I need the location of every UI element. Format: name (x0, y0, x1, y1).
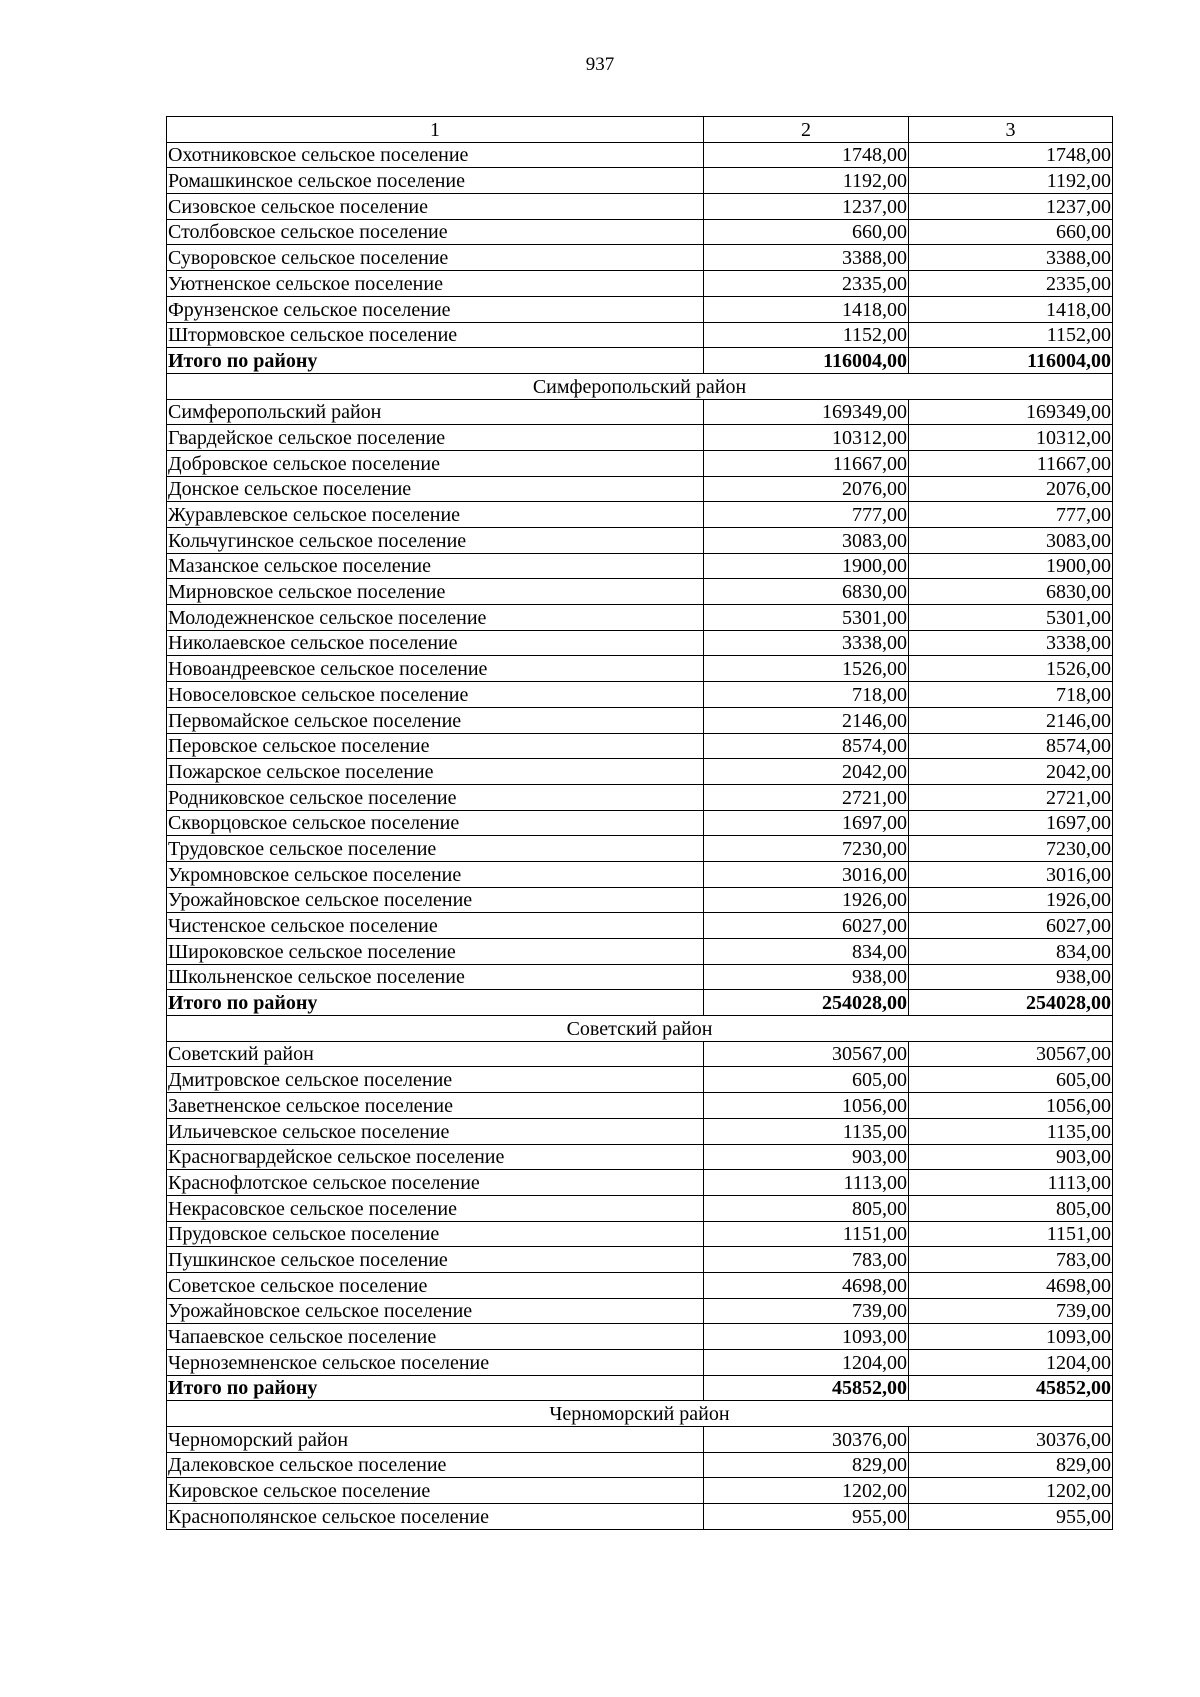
column-3-value-cell: 739,00 (909, 1298, 1113, 1324)
column-3-value-cell: 1113,00 (909, 1170, 1113, 1196)
column-3-value-cell: 1697,00 (909, 810, 1113, 836)
column-2-value-cell: 783,00 (704, 1247, 909, 1273)
table-row (167, 1067, 1113, 1093)
settlement-name-cell: Суворовское сельское поселение (167, 245, 704, 271)
settlement-name-cell: Скворцовское сельское поселение (167, 810, 704, 836)
column-3-value-cell: 1056,00 (909, 1093, 1113, 1119)
table-row (167, 759, 1113, 785)
column-3-value-cell: 6830,00 (909, 579, 1113, 605)
table-row (167, 964, 1113, 990)
column-3-value-cell: 1237,00 (909, 194, 1113, 220)
settlement-name-cell: Чистенское сельское поселение (167, 913, 704, 939)
settlement-name-cell: Советский район (167, 1041, 704, 1067)
settlement-name-cell: Добровское сельское поселение (167, 450, 704, 476)
table-row (167, 476, 1113, 502)
column-2-value-cell: 1152,00 (704, 322, 909, 348)
section-header-row (167, 1016, 1113, 1042)
settlement-name-cell: Трудовское сельское поселение (167, 836, 704, 862)
table-row (167, 168, 1113, 194)
column-2-value-cell: 2721,00 (704, 784, 909, 810)
header-cell-3: 3 (909, 117, 1113, 143)
column-3-value-cell: 6027,00 (909, 913, 1113, 939)
column-2-value-cell: 777,00 (704, 502, 909, 528)
settlement-name-cell: Далековское сельское поселение (167, 1452, 704, 1478)
column-2-value-cell: 2042,00 (704, 759, 909, 785)
column-3-value-cell: 1202,00 (909, 1478, 1113, 1504)
table-row (167, 1478, 1113, 1504)
table-row (167, 399, 1113, 425)
settlement-name-cell: Мазанское сельское поселение (167, 553, 704, 579)
settlement-name-cell: Молодежненское сельское поселение (167, 605, 704, 631)
column-3-value-cell: 169349,00 (909, 399, 1113, 425)
table-row (167, 1041, 1113, 1067)
settlement-name-cell: Симферопольский район (167, 399, 704, 425)
column-2-value-cell: 5301,00 (704, 605, 909, 631)
column-3-value-cell: 5301,00 (909, 605, 1113, 631)
settlement-name-cell: Новоандреевское сельское поселение (167, 656, 704, 682)
section-title: Черноморский район (167, 1401, 1113, 1427)
settlement-name-cell: Краснополянское сельское поселение (167, 1504, 704, 1530)
table-row (167, 528, 1113, 554)
settlement-name-cell: Перовское сельское поселение (167, 733, 704, 759)
column-2-value-cell: 11667,00 (704, 450, 909, 476)
total-label-cell: Итого по району (167, 990, 704, 1016)
settlement-name-cell: Фрунзенское сельское поселение (167, 296, 704, 322)
column-2-value-cell: 3388,00 (704, 245, 909, 271)
column-3-value-cell: 718,00 (909, 682, 1113, 708)
column-2-value-cell: 30376,00 (704, 1427, 909, 1453)
budget-table (166, 116, 1113, 1530)
table-row (167, 245, 1113, 271)
table-body (167, 117, 1113, 1530)
settlement-name-cell: Родниковское сельское поселение (167, 784, 704, 810)
table-row (167, 553, 1113, 579)
column-2-value-cell: 1697,00 (704, 810, 909, 836)
column-3-value-cell: 30567,00 (909, 1041, 1113, 1067)
settlement-name-cell: Ромашкинское сельское поселение (167, 168, 704, 194)
table-row (167, 630, 1113, 656)
column-2-value-cell: 10312,00 (704, 425, 909, 451)
column-3-value-cell: 11667,00 (909, 450, 1113, 476)
settlement-name-cell: Сизовское сельское поселение (167, 194, 704, 220)
column-3-value-cell: 116004,00 (909, 348, 1113, 374)
column-3-value-cell: 1526,00 (909, 656, 1113, 682)
column-number-header (167, 117, 1113, 143)
column-3-value-cell: 805,00 (909, 1195, 1113, 1221)
table-row (167, 1221, 1113, 1247)
column-2-value-cell: 2146,00 (704, 707, 909, 733)
column-2-value-cell: 45852,00 (704, 1375, 909, 1401)
header-cell-1: 1 (167, 117, 704, 143)
column-2-value-cell: 3016,00 (704, 861, 909, 887)
column-2-value-cell: 1202,00 (704, 1478, 909, 1504)
column-3-value-cell: 605,00 (909, 1067, 1113, 1093)
column-3-value-cell: 30376,00 (909, 1427, 1113, 1453)
column-3-value-cell: 2042,00 (909, 759, 1113, 785)
settlement-name-cell: Мирновское сельское поселение (167, 579, 704, 605)
table-row (167, 1272, 1113, 1298)
table-row (167, 142, 1113, 168)
column-3-value-cell: 1093,00 (909, 1324, 1113, 1350)
settlement-name-cell: Дмитровское сельское поселение (167, 1067, 704, 1093)
table-row (167, 1195, 1113, 1221)
column-3-value-cell: 4698,00 (909, 1272, 1113, 1298)
table-row (167, 1247, 1113, 1273)
column-2-value-cell: 8574,00 (704, 733, 909, 759)
table-row (167, 1298, 1113, 1324)
column-2-value-cell: 1526,00 (704, 656, 909, 682)
table-row (167, 656, 1113, 682)
settlement-name-cell: Столбовское сельское поселение (167, 219, 704, 245)
column-3-value-cell: 1192,00 (909, 168, 1113, 194)
settlement-name-cell: Некрасовское сельское поселение (167, 1195, 704, 1221)
column-3-value-cell: 3016,00 (909, 861, 1113, 887)
column-2-value-cell: 903,00 (704, 1144, 909, 1170)
settlement-name-cell: Ильичевское сельское поселение (167, 1118, 704, 1144)
column-2-value-cell: 1926,00 (704, 887, 909, 913)
district-total-row (167, 1375, 1113, 1401)
settlement-name-cell: Пушкинское сельское поселение (167, 1247, 704, 1273)
column-3-value-cell: 2076,00 (909, 476, 1113, 502)
column-3-value-cell: 1418,00 (909, 296, 1113, 322)
settlement-name-cell: Советское сельское поселение (167, 1272, 704, 1298)
settlement-name-cell: Заветненское сельское поселение (167, 1093, 704, 1119)
settlement-name-cell: Первомайское сельское поселение (167, 707, 704, 733)
column-3-value-cell: 777,00 (909, 502, 1113, 528)
column-2-value-cell: 2335,00 (704, 271, 909, 297)
section-header-row (167, 1401, 1113, 1427)
settlement-name-cell: Уютненское сельское поселение (167, 271, 704, 297)
page-number: 937 (585, 54, 615, 75)
column-2-value-cell: 6027,00 (704, 913, 909, 939)
table-row (167, 1324, 1113, 1350)
column-3-value-cell: 1926,00 (909, 887, 1113, 913)
table-row (167, 1093, 1113, 1119)
column-2-value-cell: 829,00 (704, 1452, 909, 1478)
settlement-name-cell: Донское сельское поселение (167, 476, 704, 502)
header-cell-2: 2 (704, 117, 909, 143)
settlement-name-cell: Черноземненское сельское поселение (167, 1350, 704, 1376)
column-2-value-cell: 605,00 (704, 1067, 909, 1093)
column-2-value-cell: 739,00 (704, 1298, 909, 1324)
district-total-row (167, 348, 1113, 374)
column-3-value-cell: 10312,00 (909, 425, 1113, 451)
column-3-value-cell: 254028,00 (909, 990, 1113, 1016)
column-2-value-cell: 805,00 (704, 1195, 909, 1221)
settlement-name-cell: Новоселовское сельское поселение (167, 682, 704, 708)
settlement-name-cell: Штормовское сельское поселение (167, 322, 704, 348)
column-3-value-cell: 955,00 (909, 1504, 1113, 1530)
table-row (167, 1170, 1113, 1196)
column-3-value-cell: 8574,00 (909, 733, 1113, 759)
table-row (167, 1504, 1113, 1530)
column-3-value-cell: 829,00 (909, 1452, 1113, 1478)
total-label-cell: Итого по району (167, 348, 704, 374)
column-2-value-cell: 834,00 (704, 939, 909, 965)
table-row (167, 1452, 1113, 1478)
column-3-value-cell: 45852,00 (909, 1375, 1113, 1401)
settlement-name-cell: Красногвардейское сельское поселение (167, 1144, 704, 1170)
column-2-value-cell: 718,00 (704, 682, 909, 708)
column-3-value-cell: 1135,00 (909, 1118, 1113, 1144)
settlement-name-cell: Краснофлотское сельское поселение (167, 1170, 704, 1196)
column-2-value-cell: 1113,00 (704, 1170, 909, 1196)
settlement-name-cell: Кировское сельское поселение (167, 1478, 704, 1504)
column-2-value-cell: 660,00 (704, 219, 909, 245)
table-row (167, 1144, 1113, 1170)
column-3-value-cell: 660,00 (909, 219, 1113, 245)
column-2-value-cell: 169349,00 (704, 399, 909, 425)
section-title: Советский район (167, 1016, 1113, 1042)
column-2-value-cell: 3338,00 (704, 630, 909, 656)
column-2-value-cell: 955,00 (704, 1504, 909, 1530)
table-row (167, 707, 1113, 733)
table-row (167, 861, 1113, 887)
column-3-value-cell: 834,00 (909, 939, 1113, 965)
section-title: Симферопольский район (167, 373, 1113, 399)
table-row (167, 810, 1113, 836)
column-2-value-cell: 1192,00 (704, 168, 909, 194)
table-row (167, 450, 1113, 476)
column-2-value-cell: 1237,00 (704, 194, 909, 220)
column-2-value-cell: 254028,00 (704, 990, 909, 1016)
column-2-value-cell: 30567,00 (704, 1041, 909, 1067)
table-row (167, 1427, 1113, 1453)
column-2-value-cell: 1093,00 (704, 1324, 909, 1350)
column-3-value-cell: 1748,00 (909, 142, 1113, 168)
settlement-name-cell: Охотниковское сельское поселение (167, 142, 704, 168)
table-row (167, 219, 1113, 245)
settlement-name-cell: Кольчугинское сельское поселение (167, 528, 704, 554)
table-row (167, 1118, 1113, 1144)
table-row (167, 913, 1113, 939)
settlement-name-cell: Пожарское сельское поселение (167, 759, 704, 785)
column-3-value-cell: 1900,00 (909, 553, 1113, 579)
column-2-value-cell: 6830,00 (704, 579, 909, 605)
column-2-value-cell: 7230,00 (704, 836, 909, 862)
settlement-name-cell: Прудовское сельское поселение (167, 1221, 704, 1247)
column-2-value-cell: 1418,00 (704, 296, 909, 322)
column-3-value-cell: 2146,00 (909, 707, 1113, 733)
column-3-value-cell: 2335,00 (909, 271, 1113, 297)
settlement-name-cell: Гвардейское сельское поселение (167, 425, 704, 451)
column-2-value-cell: 3083,00 (704, 528, 909, 554)
settlement-name-cell: Черноморский район (167, 1427, 704, 1453)
settlement-name-cell: Чапаевское сельское поселение (167, 1324, 704, 1350)
settlement-name-cell: Николаевское сельское поселение (167, 630, 704, 656)
settlement-name-cell: Укромновское сельское поселение (167, 861, 704, 887)
column-3-value-cell: 783,00 (909, 1247, 1113, 1273)
column-3-value-cell: 938,00 (909, 964, 1113, 990)
column-3-value-cell: 3338,00 (909, 630, 1113, 656)
total-label-cell: Итого по району (167, 1375, 704, 1401)
table-row (167, 939, 1113, 965)
column-3-value-cell: 1151,00 (909, 1221, 1113, 1247)
settlement-name-cell: Журавлевское сельское поселение (167, 502, 704, 528)
table-row (167, 784, 1113, 810)
column-3-value-cell: 2721,00 (909, 784, 1113, 810)
column-2-value-cell: 1204,00 (704, 1350, 909, 1376)
district-total-row (167, 990, 1113, 1016)
table-row (167, 733, 1113, 759)
table-row (167, 1350, 1113, 1376)
column-2-value-cell: 1135,00 (704, 1118, 909, 1144)
table-row (167, 605, 1113, 631)
column-2-value-cell: 1748,00 (704, 142, 909, 168)
column-3-value-cell: 903,00 (909, 1144, 1113, 1170)
table-row (167, 425, 1113, 451)
column-3-value-cell: 1204,00 (909, 1350, 1113, 1376)
column-2-value-cell: 1151,00 (704, 1221, 909, 1247)
column-3-value-cell: 1152,00 (909, 322, 1113, 348)
table-row (167, 887, 1113, 913)
column-3-value-cell: 3083,00 (909, 528, 1113, 554)
settlement-name-cell: Урожайновское сельское поселение (167, 887, 704, 913)
column-2-value-cell: 1900,00 (704, 553, 909, 579)
column-3-value-cell: 3388,00 (909, 245, 1113, 271)
table-row (167, 322, 1113, 348)
column-2-value-cell: 116004,00 (704, 348, 909, 374)
section-header-row (167, 373, 1113, 399)
table-row (167, 271, 1113, 297)
table-row (167, 502, 1113, 528)
table-row (167, 682, 1113, 708)
table-row (167, 296, 1113, 322)
column-3-value-cell: 7230,00 (909, 836, 1113, 862)
column-2-value-cell: 2076,00 (704, 476, 909, 502)
settlement-name-cell: Школьненское сельское поселение (167, 964, 704, 990)
table-row (167, 836, 1113, 862)
table-row (167, 194, 1113, 220)
column-2-value-cell: 1056,00 (704, 1093, 909, 1119)
column-2-value-cell: 938,00 (704, 964, 909, 990)
table-row (167, 579, 1113, 605)
settlement-name-cell: Урожайновское сельское поселение (167, 1298, 704, 1324)
column-2-value-cell: 4698,00 (704, 1272, 909, 1298)
settlement-name-cell: Широковское сельское поселение (167, 939, 704, 965)
